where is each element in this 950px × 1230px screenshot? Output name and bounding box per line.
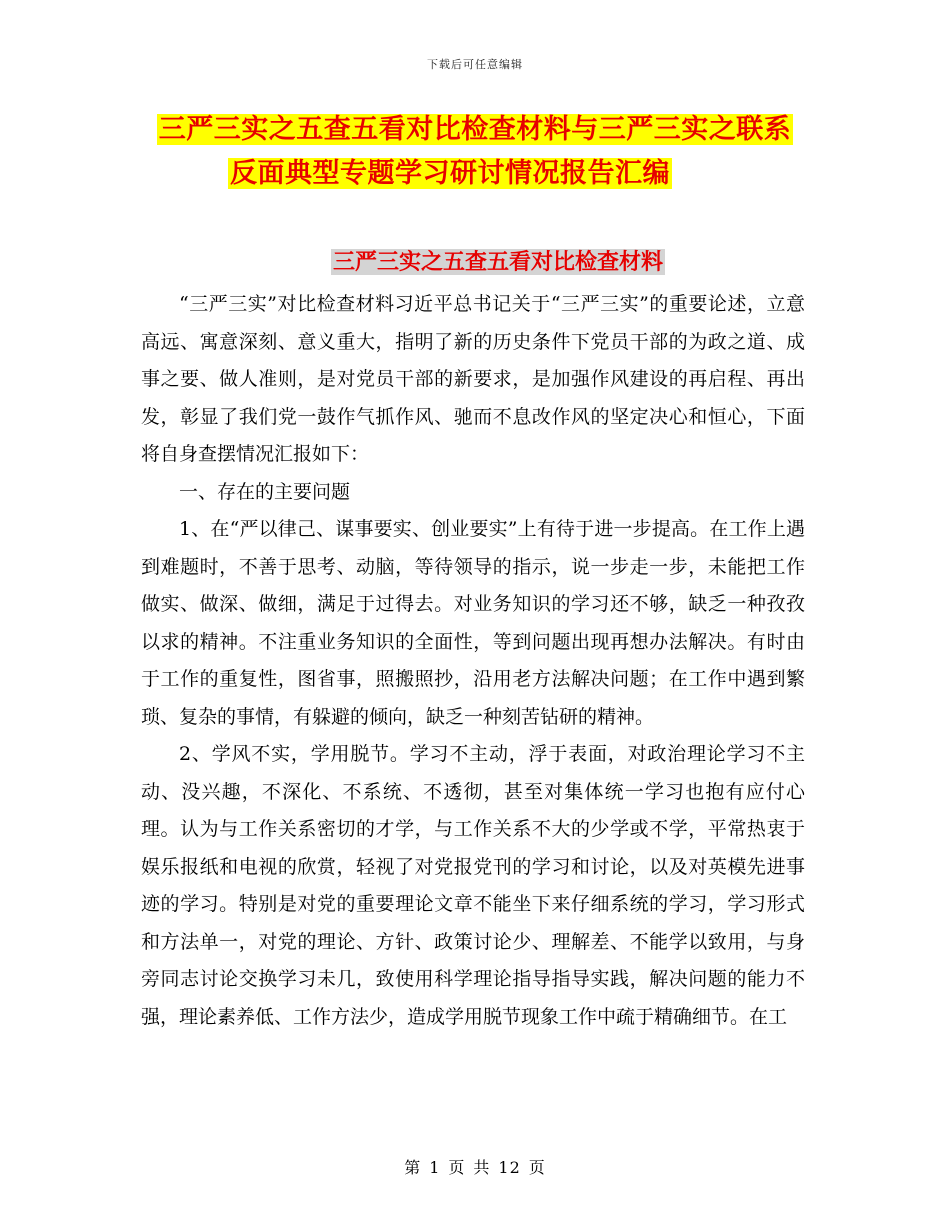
- document-header-note: 下载后可任意编辑: [427, 58, 523, 71]
- page-footer: [0, 1155, 950, 1178]
- footer-page-unit: 页: [448, 1158, 466, 1177]
- main-title-line-2: 反面典型专题学习研讨情况报告汇编: [230, 158, 670, 189]
- main-title-line-1: 三严三实之五查五看对比检查材料与三严三实之联系: [158, 114, 792, 145]
- document-body: [141, 286, 805, 1036]
- footer-total-unit: 页: [528, 1158, 546, 1177]
- footer-page-label: 第: [404, 1158, 422, 1177]
- footer-page-number: 1: [429, 1158, 441, 1177]
- footer-total-pages: 12: [498, 1158, 521, 1177]
- body-paragraph-intro: “三严三实”对比检查材料习近平总书记关于“三严三实”的重要论述，立意高远、寓意深刻、意义重大，指明了新的历史条件下党员干部的为政之道、成事之要、做人准则，是对党员干部的新要求，是加强作风建设的再启程、再出发，彰显了我们党一鼓作气抓作风、驰而不息改作风的坚定决心和恒心，下面将自身查摆情况汇报如下：: [141, 293, 805, 465]
- section-title: 三严三实之五查五看对比检查材料: [332, 249, 663, 275]
- body-heading-main-problems: 一、存在的主要问题: [179, 480, 351, 503]
- body-paragraph-item-1: 1、在“严以律己、谋事要实、创业要实”上有待于进一步提高。在工作上遇到难题时，不善于思考、动脑，等待领导的指示，说一步走一步，未能把工作做实、做深、做细，满足于过得去。对业务知识的学习还不够，缺乏一种孜孜以求的精神。不注重业务知识的全面性，等到问题出现再想办法解决。有时由于工作的重复性，图省事，照搬照抄，沿用老方法解决问题；在工作中遇到繁琐、复杂的事情，有躲避的倾向，缺乏一种刻苦钻研的精神。: [141, 518, 805, 728]
- footer-total-label: 共: [473, 1158, 491, 1177]
- body-paragraph-item-2: 2、学风不实，学用脱节。学习不主动，浮于表面，对政治理论学习不主动、没兴趣，不深化、不系统、不透彻，甚至对集体统一学习也抱有应付心理。认为与工作关系密切的才学，与工作关系不大的少学或不学，平常热衷于娱乐报纸和电视的欣赏，轻视了对党报党刊的学习和讨论，以及对英模先进事迹的学习。特别是对党的重要理论文章不能坐下来仔细系统的学习，学习形式和方法单一，对党的理论、方针、政策讨论少、理解差、不能学以致用，与身旁同志讨论交换学习未几，致使用科学理论指导指导实践，解决问题的能力不强，理论素养低、工作方法少，造成学用脱节现象工作中疏于精确细节。在工: [141, 743, 805, 1028]
